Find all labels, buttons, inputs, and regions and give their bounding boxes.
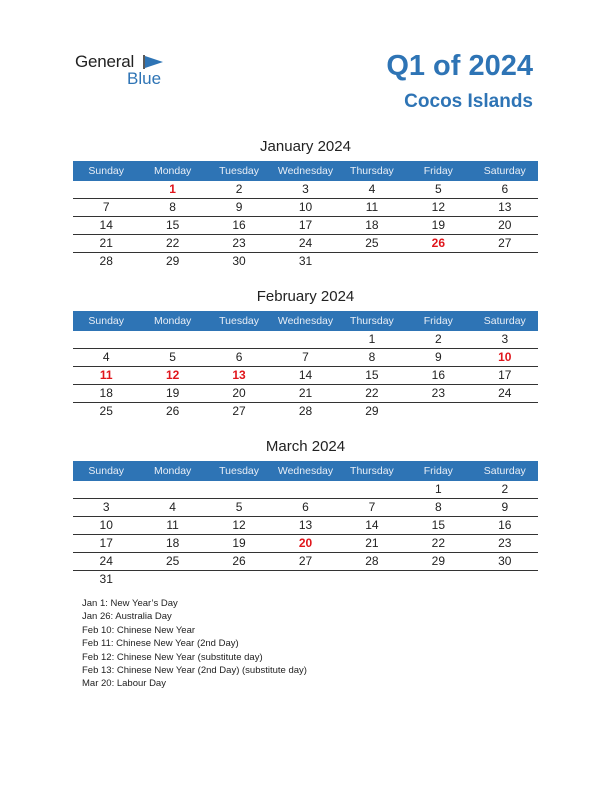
day-cell (206, 331, 272, 348)
week-row (73, 403, 538, 420)
holiday-day-cell: 20 (298, 536, 313, 550)
day-cell (405, 253, 471, 270)
weekday-label: Tuesday (219, 315, 259, 327)
day-cell: 26 (232, 554, 246, 568)
weekday-label: Monday (153, 315, 192, 327)
day-cell: 4 (169, 500, 176, 514)
day-cell: 19 (165, 386, 180, 400)
day-cell: 9 (435, 350, 442, 364)
day-cell: 23 (498, 536, 512, 550)
day-cell: 22 (365, 386, 379, 400)
day-cell: 9 (501, 500, 509, 514)
day-cell (73, 181, 139, 198)
weekday-label: Wednesday (277, 465, 334, 477)
holiday-note: Feb 11: Chinese New Year (2nd Day) (82, 638, 239, 650)
day-cell: 22 (165, 236, 180, 250)
holiday-day-cell: 1 (169, 182, 176, 196)
weekday-label: Friday (423, 465, 453, 477)
weekday-label: Friday (423, 165, 453, 177)
day-cell: 6 (302, 500, 309, 514)
month-march (73, 437, 538, 588)
month-title: January 2024 (260, 138, 351, 155)
week-row (73, 253, 538, 270)
day-cell: 26 (165, 404, 180, 418)
week-row (73, 481, 538, 499)
day-cell: 3 (501, 332, 509, 346)
week-row (73, 235, 538, 253)
day-cell: 24 (498, 386, 512, 400)
week-row (73, 181, 538, 199)
weekday-label: Thursday (350, 165, 394, 177)
day-cell: 27 (298, 554, 313, 568)
weekday-label: Monday (153, 165, 192, 177)
weekday-label: Tuesday (219, 465, 259, 477)
month-grid (73, 481, 538, 588)
day-cell: 31 (99, 572, 113, 586)
day-cell: 16 (232, 218, 246, 232)
day-cell: 12 (431, 200, 446, 214)
day-cell: 8 (169, 200, 176, 214)
day-cell: 17 (99, 536, 113, 550)
day-cell: 7 (302, 350, 309, 364)
day-cell: 29 (365, 404, 379, 418)
day-cell (139, 331, 205, 348)
day-cell: 27 (232, 404, 246, 418)
day-cell (339, 571, 405, 588)
day-cell: 8 (368, 350, 376, 364)
day-cell: 15 (365, 368, 379, 382)
day-cell: 2 (501, 482, 509, 496)
day-cell: 15 (431, 518, 446, 532)
day-cell: 29 (165, 254, 180, 268)
day-cell: 14 (365, 518, 379, 532)
day-cell: 4 (102, 350, 110, 364)
day-cell: 14 (99, 218, 113, 232)
day-cell: 2 (435, 332, 442, 346)
month-title: February 2024 (256, 288, 355, 305)
holiday-note: Mar 20: Labour Day (82, 678, 166, 690)
day-cell: 10 (99, 518, 113, 532)
day-cell (73, 481, 139, 498)
day-cell: 8 (435, 500, 442, 514)
day-cell: 28 (298, 404, 313, 418)
day-cell (206, 481, 272, 498)
logo-text-blue: Blue (127, 69, 162, 88)
day-cell: 6 (501, 182, 509, 196)
holiday-day-cell: 10 (498, 350, 512, 364)
weekday-label: Friday (423, 315, 453, 327)
week-row (73, 331, 538, 349)
day-cell: 25 (365, 236, 379, 250)
week-row (73, 499, 538, 517)
day-cell (139, 571, 205, 588)
day-cell: 24 (99, 554, 113, 568)
week-row (73, 199, 538, 217)
week-row (73, 385, 538, 403)
weekday-label: Tuesday (219, 165, 259, 177)
day-cell: 20 (232, 386, 246, 400)
day-cell (405, 571, 471, 588)
day-cell (206, 571, 272, 588)
day-cell: 13 (498, 200, 512, 214)
day-cell: 11 (365, 200, 379, 214)
month-grid (73, 181, 538, 270)
day-cell: 15 (165, 218, 180, 232)
day-cell: 23 (232, 236, 246, 250)
weekday-header (73, 161, 538, 181)
day-cell: 17 (298, 218, 313, 232)
day-cell: 3 (102, 500, 110, 514)
holiday-day-cell: 26 (431, 236, 446, 250)
day-cell (405, 403, 471, 420)
day-cell: 18 (365, 218, 379, 232)
weekday-header (73, 461, 538, 481)
day-cell (472, 403, 538, 420)
day-cell: 14 (298, 368, 313, 382)
page-title: Q1 of 2024 (386, 50, 533, 82)
holiday-notes (82, 597, 307, 691)
day-cell: 30 (232, 254, 246, 268)
week-row (73, 535, 538, 553)
week-row (73, 367, 538, 385)
day-cell: 17 (498, 368, 512, 382)
day-cell: 4 (368, 182, 376, 196)
day-cell: 25 (99, 404, 113, 418)
weekday-label: Saturday (483, 315, 526, 327)
day-cell: 2 (235, 182, 243, 196)
day-cell: 13 (298, 518, 313, 532)
day-cell: 5 (435, 182, 442, 196)
month-february (73, 287, 538, 420)
logo-text-general: General (75, 52, 135, 71)
day-cell: 1 (435, 482, 442, 496)
weekday-label: Saturday (483, 465, 526, 477)
day-cell: 23 (431, 386, 446, 400)
day-cell: 27 (498, 236, 512, 250)
day-cell: 24 (298, 236, 313, 250)
holiday-day-cell: 11 (99, 368, 113, 382)
day-cell: 6 (235, 350, 243, 364)
holiday-note: Jan 1: New Year’s Day (82, 598, 178, 609)
page-subtitle: Cocos Islands (404, 91, 533, 112)
day-cell: 16 (498, 518, 512, 532)
month-grid (73, 331, 538, 420)
day-cell: 29 (431, 554, 446, 568)
month-january (73, 137, 538, 270)
day-cell: 5 (235, 500, 243, 514)
day-cell: 9 (235, 200, 243, 214)
weekday-label: Thursday (350, 315, 394, 327)
day-cell: 19 (232, 536, 246, 550)
day-cell: 12 (232, 518, 246, 532)
weekday-header (73, 311, 538, 331)
day-cell: 21 (298, 386, 313, 400)
holiday-day-cell: 12 (165, 368, 180, 382)
day-cell (339, 481, 405, 498)
day-cell: 18 (99, 386, 113, 400)
weekday-label: Wednesday (277, 315, 334, 327)
logo (75, 52, 175, 88)
day-cell: 16 (431, 368, 446, 382)
weekday-label: Saturday (483, 165, 526, 177)
holiday-day-cell: 13 (232, 368, 246, 382)
week-row (73, 571, 538, 588)
day-cell: 11 (166, 518, 179, 532)
day-cell (73, 331, 139, 348)
day-cell: 21 (99, 236, 113, 250)
day-cell: 31 (298, 254, 313, 268)
day-cell: 20 (498, 218, 512, 232)
day-cell: 28 (365, 554, 379, 568)
day-cell: 28 (99, 254, 113, 268)
day-cell (272, 571, 338, 588)
day-cell (272, 331, 338, 348)
day-cell: 25 (165, 554, 180, 568)
day-cell: 3 (302, 182, 309, 196)
day-cell (472, 571, 538, 588)
day-cell: 7 (102, 200, 110, 214)
holiday-note: Feb 12: Chinese New Year (substitute day) (82, 651, 263, 663)
holiday-note: Feb 10: Chinese New Year (82, 624, 196, 636)
weekday-label: Sunday (88, 315, 125, 327)
holiday-note: Feb 13: Chinese New Year (2nd Day) (substitute day) (82, 664, 307, 676)
day-cell: 1 (368, 332, 376, 346)
day-cell: 30 (498, 554, 512, 568)
weekday-label: Thursday (350, 465, 394, 477)
day-cell: 7 (368, 500, 376, 514)
weekday-label: Wednesday (277, 165, 334, 177)
day-cell: 19 (431, 218, 446, 232)
day-cell (339, 253, 405, 270)
month-title: March 2024 (265, 438, 346, 455)
week-row (73, 217, 538, 235)
week-row (73, 517, 538, 535)
weekday-label: Sunday (88, 165, 125, 177)
week-row (73, 553, 538, 571)
day-cell (272, 481, 338, 498)
day-cell: 10 (298, 200, 313, 214)
day-cell: 5 (169, 350, 176, 364)
week-row (73, 349, 538, 367)
day-cell: 21 (365, 536, 379, 550)
weekday-label: Monday (153, 465, 192, 477)
day-cell: 22 (431, 536, 446, 550)
day-cell: 18 (165, 536, 180, 550)
day-cell (139, 481, 205, 498)
holiday-note: Jan 26: Australia Day (82, 611, 172, 623)
day-cell (472, 253, 538, 270)
weekday-label: Sunday (88, 465, 125, 477)
